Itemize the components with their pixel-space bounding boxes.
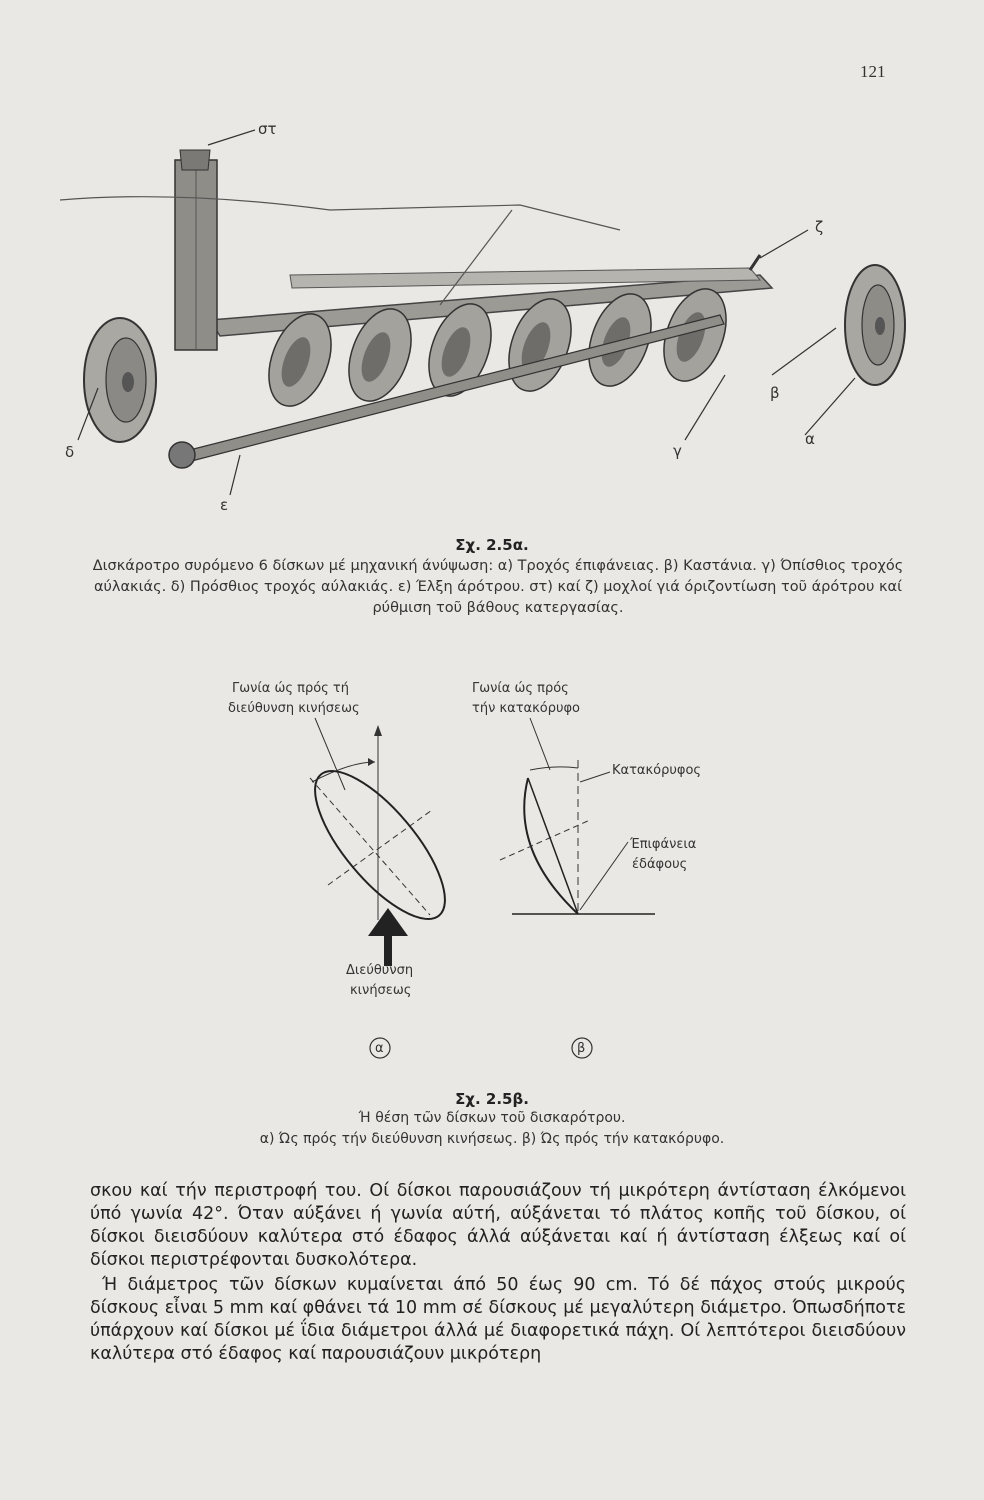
- label-vertical: Κατακόρυφος: [612, 763, 702, 778]
- marker-b: β: [577, 1041, 586, 1056]
- label-ground-line2: έδάφους: [632, 857, 688, 872]
- label-z: ζ: [815, 218, 824, 236]
- figure-b-caption-title: Σχ. 2.5β.: [455, 1090, 529, 1108]
- label-ground-line1: Έπιφάνεια: [630, 837, 697, 852]
- label-b: β: [770, 384, 780, 402]
- label-motion-line2: κινήσεως: [350, 983, 412, 998]
- label-d: δ: [65, 443, 75, 461]
- figure-a-caption-title: Σχ. 2.5α.: [455, 536, 529, 554]
- body-text: [90, 1180, 906, 1366]
- label-angle-direction-line1: Γωνία ώς πρός τή: [232, 681, 349, 696]
- paragraph-2: Ή διάμετρος τῶν δίσκων κυμαίνεται άπό 50 έως 90 cm. Τό δέ πάχος στούς μικρούς δίσκους εἶναι 5 mm καί φθάνει τά 10 mm σέ δίσκους μέ μεγαλύτερη διάμετρο. Όπωσδήποτε ύπάρχουν καί δίσκοι μέ ΐδια διάμετροι άλλά μέ διαφορετικά πάχη. Οί λεπτότεροι διεισδύουν καλύτερα στό έδαφος καί παρουσιάζουν μικρότερη: [90, 1275, 906, 1364]
- figure-a-caption-body: Δισκάροτρο συρόμενο 6 δίσκων μέ μηχανική άνύψωση: α) Τροχός έπιφάνειας. β) Καστάνια. γ) Όπίσθιος τροχός αύλακιάς. δ) Πρόσθιος τροχός αύλακιάς. ε) Έλξη άρότρου. στ) καί ζ) μοχλοί γιά όριζοντίωση τοῦ άρότρου καί ρύθμιση τοῦ βάθους κατεργασίας.: [92, 558, 904, 616]
- figure-b-caption-line1: Ή θέση τῶν δίσκων τοῦ δισκαρότρου.: [358, 1110, 626, 1126]
- disc-plough-illustration: [60, 110, 920, 520]
- label-angle-direction-line2: διεύθυνση κινήσεως: [228, 701, 360, 716]
- page-number: 121: [860, 62, 886, 81]
- label-motion-line1: Διεύθυνση: [346, 963, 414, 978]
- disc-angle-diagram: [200, 670, 760, 1070]
- label-st: στ: [258, 120, 277, 138]
- label-a: α: [805, 430, 815, 448]
- marker-a: α: [375, 1041, 384, 1056]
- figure-b-caption-line2: α) Ώς πρός τήν διεύθυνση κινήσεως. β) Ώς πρός τήν κατακόρυφο.: [259, 1131, 725, 1147]
- paragraph-1: σκου καί τήν περιστροφή του. Οί δίσκοι παρουσιάζουν τή μικρότερη άντίσταση έλκόμενοι ύπό γωνία 42°. Όταν αύξάνει ή γωνία αύτή, αύξάνεται τό πλάτος κοπῆς τοῦ δίσκου, οί δίσκοι διεισδύουν καλύτερα στό έδαφος άλλά αύξάνεται καί ή άντίσταση έλξεως καί οί δίσκοι περιστρέφονται δυσκολότερα.: [90, 1181, 906, 1270]
- label-e: ε: [220, 496, 229, 514]
- label-g: γ: [673, 442, 682, 460]
- label-angle-vertical-line1: Γωνία ώς πρός: [472, 681, 569, 696]
- label-angle-vertical-line2: τήν κατακόρυφο: [472, 701, 581, 716]
